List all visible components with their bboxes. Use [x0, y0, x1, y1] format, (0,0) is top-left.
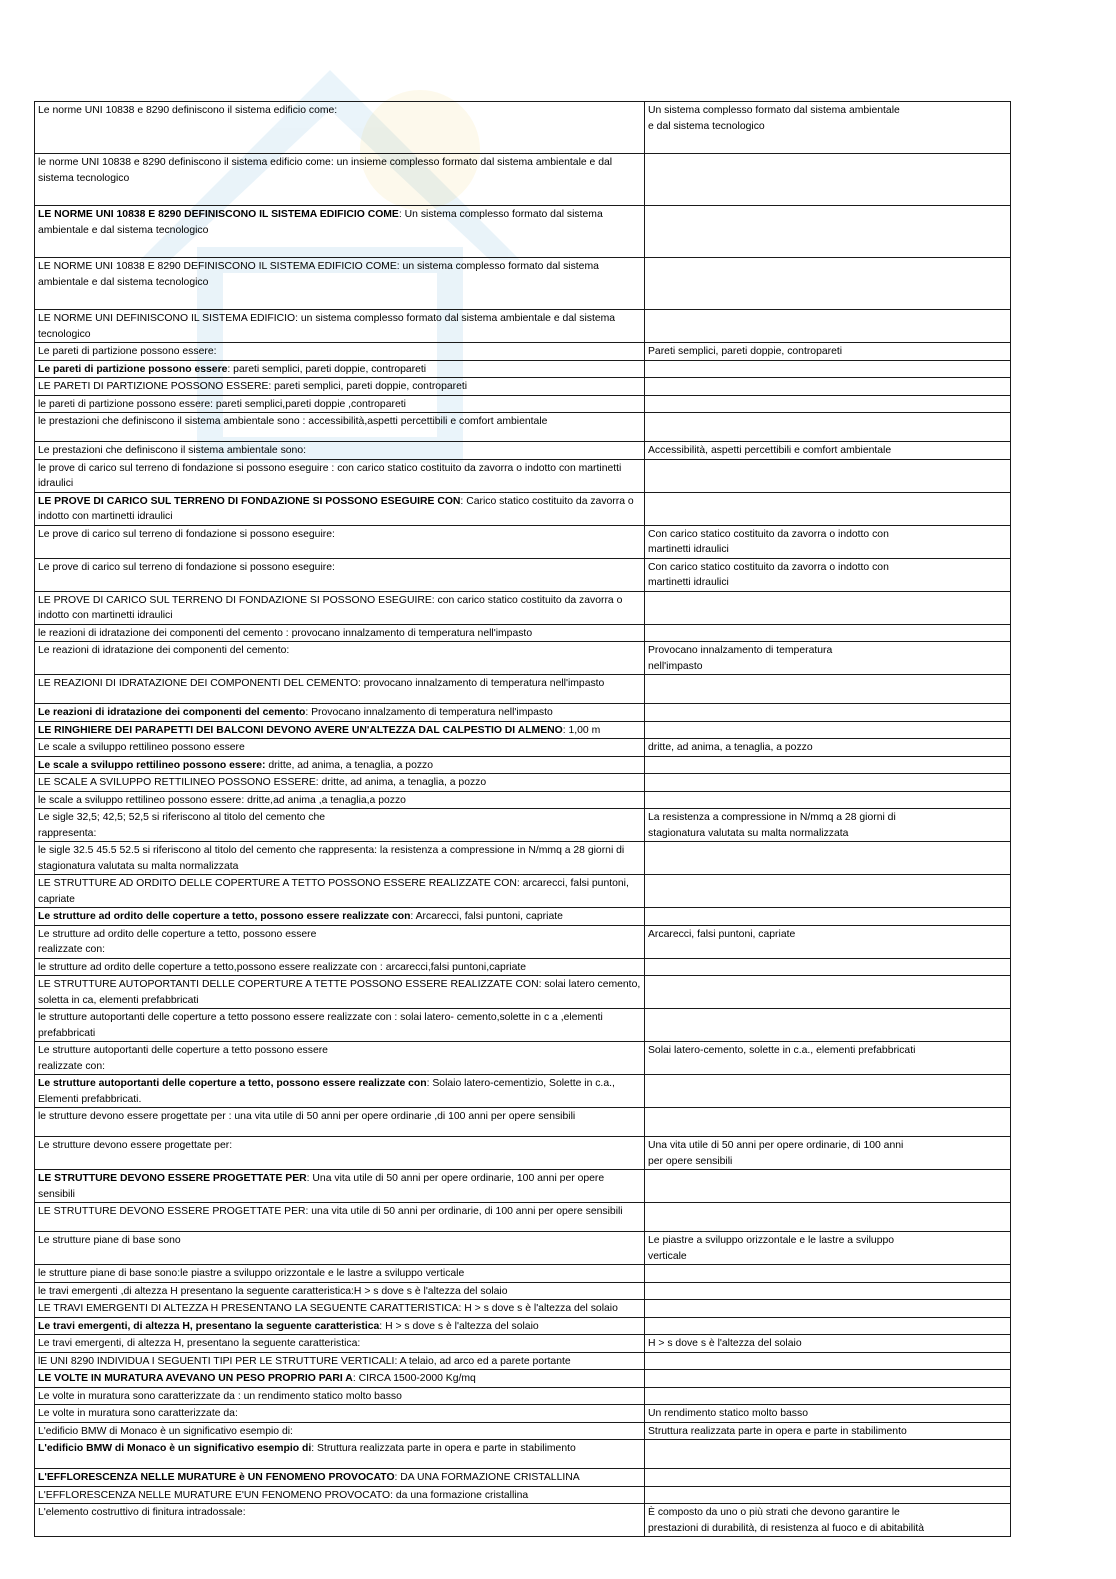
question-cell: [35, 624, 645, 642]
question-cell: [35, 739, 645, 757]
question-text: LE PROVE DI CARICO SUL TERRENO DI FONDAZIONE SI POSSONO ESEGUIRE CON: [38, 495, 461, 507]
table-row: [35, 1504, 1011, 1537]
table-row: [35, 739, 1011, 757]
answer-cell: [645, 704, 1011, 722]
question-cell: [35, 1170, 645, 1203]
question-text: le strutture piane di base sono:le piastre a sviluppo orizzontale e le lastre a sviluppo verticale: [38, 1268, 465, 1279]
table-row: [35, 875, 1011, 908]
question-cell: [35, 1387, 645, 1405]
question-cell: [35, 1137, 645, 1170]
question-text: Le prove di carico sul terreno di fondazione si possono eseguire:: [38, 528, 335, 540]
question-text: le prestazioni che definiscono il sistema ambientale sono : accessibilità,aspetti percettibili e comfort ambientale: [38, 416, 548, 427]
table-row: [35, 558, 1011, 591]
answer-cell: [645, 624, 1011, 642]
answer-cell: [645, 1137, 1011, 1170]
question-text: : Provocano innalzamento di temperatura nell'impasto: [305, 707, 553, 718]
table-row: [35, 1370, 1011, 1388]
table-row: [35, 925, 1011, 958]
question-text: : Solaio latero-cementizio, Solette in c.a., Elementi prefabbricati.: [38, 1078, 615, 1105]
question-text: Le strutture piane di base sono: [38, 1235, 181, 1246]
question-cell: [35, 1440, 645, 1469]
answer-cell: [645, 791, 1011, 809]
question-cell: [35, 1075, 645, 1108]
question-cell: [35, 958, 645, 976]
table-row: [35, 591, 1011, 624]
question-text: LE STRUTTURE AUTOPORTANTI DELLE COPERTURE A TETTE POSSONO ESSERE REALIZZATE CON: solai latero cemento, soletta in ca, elementi prefabbricati: [38, 979, 641, 1006]
question-text: Le prestazioni che definiscono il sistema ambientale sono:: [38, 445, 307, 456]
question-text: Le reazioni di idratazione dei componenti del cemento: [38, 707, 306, 718]
table-row: [35, 756, 1011, 774]
answer-text: Con carico statico costituito da zavorra o indotto con martinetti idraulici: [648, 561, 889, 588]
question-cell: [35, 809, 645, 842]
qa-table: [34, 101, 1011, 1537]
question-text: LE REAZIONI DI IDRATAZIONE DEI COMPONENTI DEL CEMENTO: provocano innalzamento di temperatura nell'impasto: [38, 678, 605, 689]
question-text: L'EFFLORESCENZA NELLE MURATURE E'UN FENOMENO PROVOCATO: da una formazione cristallina: [38, 1489, 529, 1501]
question-text: LE PROVE DI CARICO SUL TERRENO DI FONDAZIONE SI POSSONO ESEGUIRE: con carico statico costituito da zavorra o indotto con martinetti idraulici: [38, 594, 623, 621]
question-text: Le volte in muratura sono caratterizzate da:: [38, 1408, 238, 1419]
table-row: [35, 675, 1011, 704]
table-row: [35, 378, 1011, 396]
table-row: [35, 1405, 1011, 1423]
table-row: [35, 791, 1011, 809]
table-row: [35, 343, 1011, 361]
question-cell: [35, 875, 645, 908]
answer-cell: [645, 360, 1011, 378]
answer-cell: [645, 642, 1011, 675]
question-cell: [35, 1469, 645, 1487]
question-cell: [35, 1203, 645, 1232]
answer-cell: [645, 774, 1011, 792]
question-text: LE NORME UNI 10838 E 8290 DEFINISCONO IL SISTEMA EDIFICIO COME: [38, 209, 399, 220]
answer-text: Un rendimento statico molto basso: [648, 1408, 808, 1419]
question-cell: [35, 1405, 645, 1423]
table-row: [35, 413, 1011, 442]
answer-text: Struttura realizzata parte in opera e parte in stabilimento: [648, 1425, 907, 1437]
question-text: dritte, ad anima, a tenaglia, a pozzo: [265, 759, 434, 771]
question-text: Le scale a sviluppo rettilineo possono essere:: [38, 759, 266, 771]
answer-text: H > s dove s è l'altezza del solaio: [648, 1338, 802, 1349]
question-text: LE NORME UNI DEFINISCONO IL SISTEMA EDIFICIO: un sistema complesso formato dal sistema ambientale e dal sistema tecnologico: [38, 313, 616, 340]
question-cell: [35, 206, 645, 258]
question-text: le sigle 32.5 45.5 52.5 si riferiscono al titolo del cemento che rappresenta: la resistenza a compressione in N/mmq a 28 giorni di stagionatura valutata su malta normalizzata: [38, 845, 625, 872]
answer-text: Provocano innalzamento di temperatura nell'impasto: [648, 645, 833, 672]
table-row: [35, 442, 1011, 460]
answer-cell: [645, 976, 1011, 1009]
question-text: LE PARETI DI PARTIZIONE POSSONO ESSERE: pareti semplici, pareti doppie, contropareti: [38, 381, 468, 392]
table-row: [35, 642, 1011, 675]
question-cell: [35, 721, 645, 739]
answer-cell: [645, 378, 1011, 396]
answer-cell: [645, 1042, 1011, 1075]
answer-cell: [645, 1352, 1011, 1370]
answer-text: È composto da uno o più strati che devono garantire le prestazioni di durabilità, di resistenza al fuoco e di abitabilità: [648, 1507, 925, 1534]
table-row: [35, 1265, 1011, 1283]
question-cell: [35, 1042, 645, 1075]
table-row: [35, 976, 1011, 1009]
answer-cell: [645, 1232, 1011, 1265]
answer-cell: [645, 413, 1011, 442]
answer-text: Una vita utile di 50 anni per opere ordinarie, di 100 anni per opere sensibili: [648, 1140, 904, 1167]
answer-cell: [645, 395, 1011, 413]
question-text: Le strutture devono essere progettate per:: [38, 1140, 233, 1151]
answer-cell: [645, 492, 1011, 525]
question-text: le pareti di partizione possono essere: pareti semplici,pareti doppie ,contropareti: [38, 398, 406, 410]
question-text: Le prove di carico sul terreno di fondazione si possono eseguire:: [38, 561, 335, 573]
answer-text: Pareti semplici, pareti doppie, contropareti: [648, 346, 843, 357]
table-row: [35, 1232, 1011, 1265]
question-cell: [35, 459, 645, 492]
question-cell: [35, 774, 645, 792]
question-cell: [35, 442, 645, 460]
question-text: L'edificio BMW di Monaco è un significativo esempio di: [38, 1443, 312, 1454]
table-row: [35, 809, 1011, 842]
table-row: [35, 206, 1011, 258]
question-cell: [35, 756, 645, 774]
question-text: LE SCALE A SVILUPPO RETTILINEO POSSONO ESSERE: dritte, ad anima, a tenaglia, a pozzo: [38, 777, 487, 788]
question-text: Le strutture ad ordito delle coperture a tetto, possono essere realizzate con: [38, 911, 411, 922]
question-text: LE STRUTTURE AD ORDITO DELLE COPERTURE A TETTO POSSONO ESSERE REALIZZATE CON: arcarecci, falsi puntoni, capriate: [38, 878, 629, 905]
answer-cell: [645, 1422, 1011, 1440]
table-row: [35, 1009, 1011, 1042]
answer-cell: [645, 1170, 1011, 1203]
table-row: [35, 721, 1011, 739]
answer-cell: [645, 756, 1011, 774]
answer-cell: [645, 1469, 1011, 1487]
table-row: [35, 154, 1011, 206]
question-cell: [35, 925, 645, 958]
question-text: : CIRCA 1500-2000 Kg/mq: [352, 1373, 476, 1384]
question-cell: [35, 395, 645, 413]
answer-cell: [645, 102, 1011, 154]
answer-cell: [645, 675, 1011, 704]
question-text: LE VOLTE IN MURATURA AVEVANO UN PESO PROPRIO PARI A: [38, 1373, 353, 1384]
question-text: Le travi emergenti, di altezza H, presentano la seguente caratteristica: [38, 1320, 380, 1332]
question-text: Le travi emergenti, di altezza H, presentano la seguente caratteristica:: [38, 1338, 361, 1349]
table-row: [35, 395, 1011, 413]
table-row: [35, 525, 1011, 558]
table-row: [35, 704, 1011, 722]
question-cell: [35, 1108, 645, 1137]
question-text: le prove di carico sul terreno di fondazione si possono eseguire : con carico statico costituito da zavorra o indotto con martinetti idraulici: [38, 462, 622, 489]
question-cell: [35, 1282, 645, 1300]
question-cell: [35, 642, 645, 675]
question-text: Le volte in muratura sono caratterizzate da : un rendimento statico molto basso: [38, 1390, 402, 1402]
answer-cell: [645, 1317, 1011, 1335]
answer-cell: [645, 809, 1011, 842]
answer-cell: [645, 591, 1011, 624]
table-row: [35, 624, 1011, 642]
question-text: le strutture autoportanti delle coperture a tetto possono essere realizzate con : solai latero- cemento,solette in c a ,elementi prefabbricati: [38, 1012, 603, 1039]
question-text: LE STRUTTURE DEVONO ESSERE PROGETTATE PER: una vita utile di 50 anni per ordinarie, di 100 anni per opere sensibili: [38, 1206, 623, 1217]
question-text: Le reazioni di idratazione dei componenti del cemento:: [38, 645, 290, 656]
table-row: [35, 842, 1011, 875]
question-cell: [35, 704, 645, 722]
question-text: Le scale a sviluppo rettilineo possono essere: [38, 742, 245, 753]
answer-cell: [645, 1440, 1011, 1469]
answer-cell: [645, 1203, 1011, 1232]
question-cell: [35, 1422, 645, 1440]
table-row: [35, 1042, 1011, 1075]
answer-text: Solai latero-cemento, solette in c.a., elementi prefabbricati: [648, 1045, 916, 1056]
question-cell: [35, 1300, 645, 1318]
answer-cell: [645, 442, 1011, 460]
table-row: [35, 1469, 1011, 1487]
answer-text: Con carico statico costituito da zavorra o indotto con martinetti idraulici: [648, 528, 889, 555]
answer-cell: [645, 1300, 1011, 1318]
answer-cell: [645, 310, 1011, 343]
question-text: : Una vita utile di 50 anni per opere ordinarie, 100 anni per opere sensibili: [38, 1173, 605, 1200]
answer-cell: [645, 258, 1011, 310]
table-row: [35, 1422, 1011, 1440]
question-text: le scale a sviluppo rettilineo possono essere: dritte,ad anima ,a tenaglia,a pozzo: [38, 794, 406, 806]
table-row: [35, 1108, 1011, 1137]
answer-cell: [645, 1108, 1011, 1137]
answer-cell: [645, 1486, 1011, 1504]
answer-cell: [645, 459, 1011, 492]
answer-cell: [645, 842, 1011, 875]
question-text: : Un sistema complesso formato dal sistema ambientale e dal sistema tecnologico: [38, 209, 603, 236]
answer-cell: [645, 206, 1011, 258]
question-cell: [35, 1335, 645, 1353]
question-cell: [35, 791, 645, 809]
question-text: : 1,00 m: [562, 724, 601, 736]
table-row: [35, 1352, 1011, 1370]
question-cell: [35, 360, 645, 378]
question-cell: [35, 310, 645, 343]
question-cell: [35, 102, 645, 154]
answer-cell: [645, 908, 1011, 926]
table-row: [35, 1137, 1011, 1170]
question-text: Le pareti di partizione possono essere: [38, 363, 228, 375]
question-cell: [35, 1504, 645, 1537]
table-row: [35, 1486, 1011, 1504]
table-row: [35, 310, 1011, 343]
question-text: : Arcarecci, falsi puntoni, capriate: [410, 911, 563, 922]
question-cell: [35, 842, 645, 875]
question-text: le strutture ad ordito delle coperture a tetto,possono essere realizzate con : arcarecci,falsi puntoni,capriate: [38, 961, 527, 973]
answer-text: dritte, ad anima, a tenaglia, a pozzo: [648, 742, 813, 753]
question-text: : pareti semplici, pareti doppie, contropareti: [227, 363, 427, 375]
question-cell: [35, 525, 645, 558]
answer-cell: [645, 925, 1011, 958]
question-cell: [35, 1265, 645, 1283]
answer-cell: [645, 721, 1011, 739]
question-cell: [35, 1009, 645, 1042]
question-text: L'EFFLORESCENZA NELLE MURATURE è UN FENOMENO PROVOCATO: [38, 1472, 395, 1483]
answer-text: Le piastre a sviluppo orizzontale e le lastre a sviluppo verticale: [648, 1235, 895, 1262]
answer-cell: [645, 1265, 1011, 1283]
question-text: Le strutture autoportanti delle coperture a tetto, possono essere realizzate con: [38, 1078, 427, 1089]
table-row: [35, 774, 1011, 792]
question-text: Le sigle 32,5; 42,5; 52,5 si riferiscono al titolo del cemento che rappresenta:: [38, 812, 326, 839]
answer-cell: [645, 558, 1011, 591]
table-row: [35, 1317, 1011, 1335]
answer-cell: [645, 154, 1011, 206]
answer-cell: [645, 1009, 1011, 1042]
answer-text: La resistenza a compressione in N/mmq a 28 giorni di stagionatura valutata su malta normalizzata: [648, 812, 896, 839]
answer-cell: [645, 875, 1011, 908]
answer-cell: [645, 525, 1011, 558]
table-row: [35, 492, 1011, 525]
answer-cell: [645, 739, 1011, 757]
question-text: LE NORME UNI 10838 E 8290 DEFINISCONO IL SISTEMA EDIFICIO COME: un sistema complesso formato dal sistema ambientale e dal sistema tecnologico: [38, 261, 599, 288]
question-text: L'elemento costruttivo di finitura intradossale:: [38, 1507, 246, 1518]
answer-text: Accessibilità, aspetti percettibili e comfort ambientale: [648, 445, 892, 456]
table-row: [35, 1282, 1011, 1300]
question-text: Le pareti di partizione possono essere:: [38, 346, 217, 357]
question-text: lE UNI 8290 INDIVIDUA I SEGUENTI TIPI PER LE STRUTTURE VERTICALI: A telaio, ad arco ed a parete portante: [38, 1355, 571, 1367]
question-cell: [35, 258, 645, 310]
question-text: Le strutture ad ordito delle coperture a tetto, possono essere realizzate con:: [38, 928, 317, 955]
answer-cell: [645, 343, 1011, 361]
answer-cell: [645, 1335, 1011, 1353]
question-text: LE STRUTTURE DEVONO ESSERE PROGETTATE PER: [38, 1173, 307, 1184]
question-cell: [35, 591, 645, 624]
table-row: [35, 1075, 1011, 1108]
question-text: le travi emergenti ,di altezza H presentano la seguente caratteristica:H > s dove s è l'altezza del solaio: [38, 1285, 508, 1297]
question-cell: [35, 413, 645, 442]
question-cell: [35, 675, 645, 704]
answer-text: Arcarecci, falsi puntoni, capriate: [648, 928, 796, 940]
table-row: [35, 908, 1011, 926]
question-text: : H > s dove s è l'altezza del solaio: [379, 1320, 539, 1332]
table-row: [35, 1387, 1011, 1405]
answer-text: Un sistema complesso formato dal sistema ambientale e dal sistema tecnologico: [648, 105, 900, 132]
question-cell: [35, 492, 645, 525]
question-cell: [35, 908, 645, 926]
table-row: [35, 360, 1011, 378]
table-row: [35, 1440, 1011, 1469]
question-cell: [35, 976, 645, 1009]
table-row: [35, 958, 1011, 976]
question-text: le strutture devono essere progettate per : una vita utile di 50 anni per opere ordinarie ,di 100 anni per opere sensibili: [38, 1111, 576, 1122]
table-row: [35, 102, 1011, 154]
question-cell: [35, 1232, 645, 1265]
question-text: le norme UNI 10838 e 8290 definiscono il sistema edificio come: un insieme complesso formato dal sistema ambientale e dal sistema tecnologico: [38, 157, 613, 184]
question-text: le reazioni di idratazione dei componenti del cemento : provocano innalzamento di temperatura nell'impasto: [38, 627, 533, 639]
question-cell: [35, 1486, 645, 1504]
question-text: Le strutture autoportanti delle coperture a tetto possono essere realizzate con:: [38, 1045, 328, 1072]
question-cell: [35, 1352, 645, 1370]
table-row: [35, 1170, 1011, 1203]
answer-cell: [645, 1075, 1011, 1108]
question-text: : Struttura realizzata parte in opera e parte in stabilimento: [311, 1443, 576, 1454]
table-row: [35, 1335, 1011, 1353]
answer-cell: [645, 1282, 1011, 1300]
question-text: LE RINGHIERE DEI PARAPETTI DEI BALCONI DEVONO AVERE UN'ALTEZZA DAL CALPESTIO DI ALMENO: [38, 724, 563, 736]
question-cell: [35, 558, 645, 591]
question-cell: [35, 1317, 645, 1335]
question-cell: [35, 154, 645, 206]
question-text: L'edificio BMW di Monaco è un significativo esempio di:: [38, 1425, 293, 1437]
question-cell: [35, 378, 645, 396]
table-row: [35, 1203, 1011, 1232]
answer-cell: [645, 1405, 1011, 1423]
answer-cell: [645, 1387, 1011, 1405]
table-row: [35, 1300, 1011, 1318]
question-cell: [35, 343, 645, 361]
question-text: LE TRAVI EMERGENTI DI ALTEZZA H PRESENTANO LA SEGUENTE CARATTERISTICA: H > s dove s è l'altezza del solaio: [38, 1303, 618, 1314]
answer-cell: [645, 1370, 1011, 1388]
answer-cell: [645, 958, 1011, 976]
question-text: Le norme UNI 10838 e 8290 definiscono il sistema edificio come:: [38, 105, 338, 116]
question-cell: [35, 1370, 645, 1388]
answer-cell: [645, 1504, 1011, 1537]
question-text: : DA UNA FORMAZIONE CRISTALLINA: [394, 1472, 580, 1483]
question-text: : Carico statico costituito da zavorra o indotto con martinetti idraulici: [38, 495, 634, 522]
table-row: [35, 459, 1011, 492]
table-row: [35, 258, 1011, 310]
